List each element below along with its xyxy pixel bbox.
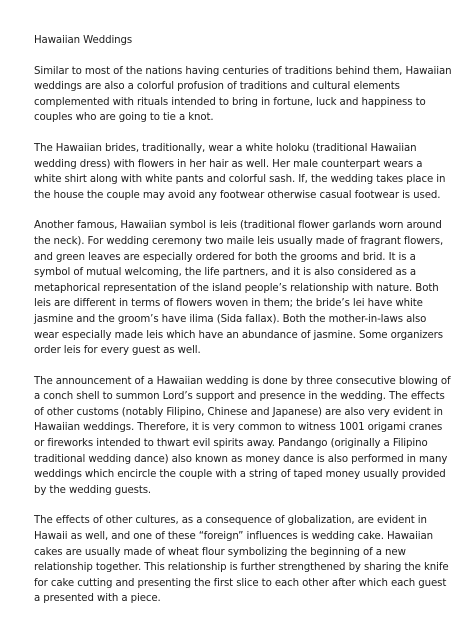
paragraph-announcement: The announcement of a Hawaiian wedding is done by three consecutive blowing of a conch shell to summon Lord’s support and presence in the wedding. The effects of other customs (notably Filipino, Chinese and Japanese) are also very evident in Hawaiian weddings. Therefore, it is very common to witness 1001 origami cranes or fireworks intended to thwart evil spirits away. Pandango (originally a Filipino traditional wedding dance) also known as money dance is also performed in many weddings which encircle the couple with a string of taped money usually provided by the wedding guests. [34,375,451,496]
paragraph-attire: The Hawaiian brides, traditionally, wear a white holoku (traditional Hawaiian wedding dress) with flowers in her hair as well. Her male counterpart wears a white shirt along with white pants and colorful sash. If, the wedding takes place in the house the couple may avoid any footwear otherwise casual footwear is used. [34,142,446,201]
paragraph-intro: Similar to most of the nations having centuries of traditions behind them, Hawaiian weddings are also a colorful profusion of traditions and cultural elements complemented with rituals intended to bring in fortune, luck and happiness to couples who are going to tie a knot. [34,65,452,124]
document-title: Hawaiian Weddings [34,35,133,46]
paragraph-leis: Another famous, Hawaiian symbol is leis (traditional flower garlands worn around the neck). For wedding ceremony two maile leis usually made of fragrant flowers, and green leaves are especially ordered for both the grooms and brid. It is a symbol of mutual welcoming, the life partners, and it is also considered as a metaphorical representation of the island people’s relationship with nature. Both leis are different in terms of flowers woven in them; the bride’s lei have white jasmine and the groom’s have ilima (Sida fallax). Both the mother-in-laws also wear especially made leis which have an abundance of jasmine. Some organizers order leis for every guest as well. [34,220,444,357]
paragraph-cake: The effects of other cultures, as a consequence of globalization, are evident in Hawaii as well, and one of these “foreign” influences is wedding cake. Hawaiian cakes are usually made of wheat flour symbolizing the beginning of a new relationship together. This relationship is further strengthened by sharing the knife for cake cutting and presenting the first slice to each other after which each guest a presented with a piece. [34,515,449,605]
document-page [34,33,452,622]
